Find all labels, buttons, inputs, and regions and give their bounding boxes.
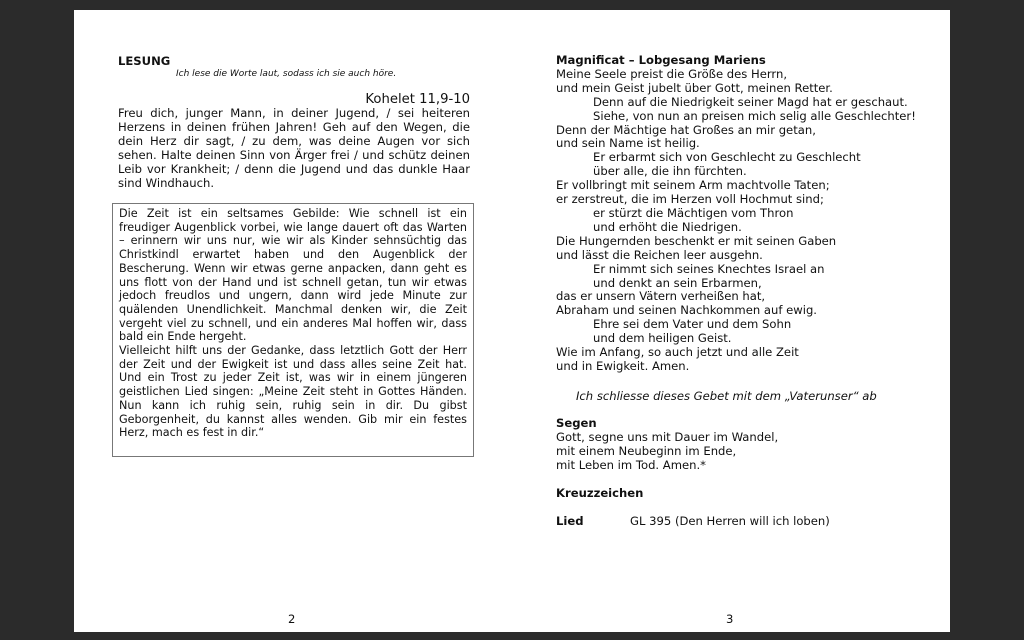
reflection-paragraph-2: Vielleicht hilft uns der Gedanke, dass letztlich Gott der Herr der Zeit und der Ewigkeit ist und dass alles seine Zeit hat. Und ein Trost zu jeder Zeit ist, was wir in einem jüngeren geistlichen Lied singen: „Meine Zeit steht in Gottes Händen. Nun kann ich ruhig sein, ruhig sein in dir. Du gibst Geborgenheit, du kannst alles wenden. Gib mir ein festes Herz, mach es fest in dir.“ bbox=[119, 344, 467, 440]
lied-row bbox=[556, 514, 830, 528]
magnificat-line: Die Hungernden beschenkt er mit seinen Gaben bbox=[556, 233, 837, 248]
segen-line: Gott, segne uns mit Dauer im Wandel, bbox=[556, 429, 779, 444]
magnificat-line: über alle, die ihn fürchten. bbox=[593, 164, 747, 179]
magnificat-line: und mein Geist jubelt über Gott, meinen Retter. bbox=[556, 80, 833, 95]
magnificat-line: Siehe, von nun an preisen mich selig alle Geschlechter! bbox=[593, 108, 916, 123]
magnificat-line: er zerstreut, die im Herzen voll Hochmut sind; bbox=[556, 192, 824, 207]
magnificat-line: Wie im Anfang, so auch jetzt und alle Zeit bbox=[556, 345, 799, 360]
magnificat-line: und erhöht die Niedrigen. bbox=[593, 219, 742, 234]
segen-line: mit Leben im Tod. Amen.* bbox=[556, 457, 706, 472]
page-number-left: 2 bbox=[288, 612, 296, 626]
lied-title: GL 395 (Den Herren will ich loben) bbox=[630, 514, 830, 528]
kreuzzeichen-heading: Kreuzzeichen bbox=[556, 486, 644, 500]
magnificat-line: und lässt die Reichen leer ausgehn. bbox=[556, 247, 763, 262]
segen-line: mit einem Neubeginn im Ende, bbox=[556, 443, 737, 458]
page-number-right: 3 bbox=[726, 612, 734, 626]
magnificat-line: und dem heiligen Geist. bbox=[593, 331, 732, 346]
magnificat-line: Abraham und seinen Nachkommen auf ewig. bbox=[556, 303, 817, 318]
magnificat-line: Denn der Mächtige hat Großes an mir getan, bbox=[556, 122, 816, 137]
magnificat-line: Er vollbringt mit seinem Arm machtvolle Taten; bbox=[556, 178, 830, 193]
prayer-instruction: Ich schliesse dieses Gebet mit dem „Vaterunser“ ab bbox=[576, 389, 877, 403]
lesung-heading: LESUNG bbox=[118, 54, 171, 68]
magnificat-line: er stürzt die Mächtigen vom Thron bbox=[593, 205, 794, 220]
scripture-reference: Kohelet 11,9-10 bbox=[365, 92, 470, 107]
magnificat-line: Ehre sei dem Vater und dem Sohn bbox=[593, 317, 792, 332]
reading-text: Freu dich, junger Mann, in deiner Jugend, / sei heiteren Herzens in deinen frühen Jahren! Geh auf den Wegen, die dein Herz dir sagt, / zu dem, was deine Augen vor sich sehen. Halte deinen Sinn von Ärger frei / und schütz deinen Leib vor Krankheit; / denn die Jugend und das dunkle Haar sind Windhauch. bbox=[118, 106, 470, 190]
magnificat-heading: Magnificat – Lobgesang Mariens bbox=[556, 53, 766, 67]
magnificat-line: Meine Seele preist die Größe des Herrn, bbox=[556, 66, 788, 81]
magnificat-line: und in Ewigkeit. Amen. bbox=[556, 358, 690, 373]
reflection-paragraph-1: Die Zeit ist ein seltsames Gebilde: Wie schnell ist ein freudiger Augenblick vorbei, wie lange dauert oft das Warten – erinnern wir uns nur, wie wir als Kinder sehnsüchtig das Christkindl erwartet haben und den Augenblick der Bescherung. Wenn wir etwas gerne anpacken, dann geht es uns flott von der Hand und ist schnell getan, tun wir etwas jedoch freudlos und ungern, dann wird jede Minute zur quälenden Unendlichkeit. Manchmal denken wir, die Zeit vergeht viel zu schnell, und ein anderes Mal hoffen wir, dass bald ein Ende hergeht. bbox=[119, 207, 467, 344]
magnificat-line: Er erbarmt sich von Geschlecht zu Geschlecht bbox=[593, 150, 861, 165]
magnificat-line: und denkt an sein Erbarmen, bbox=[593, 275, 762, 290]
magnificat-text bbox=[556, 68, 916, 374]
magnificat-line: Denn auf die Niedrigkeit seiner Magd hat er geschaut. bbox=[593, 94, 908, 109]
document-spread bbox=[74, 10, 950, 632]
magnificat-line: und sein Name ist heilig. bbox=[556, 136, 700, 151]
segen-section bbox=[556, 417, 916, 473]
lied-label: Lied bbox=[556, 514, 584, 528]
magnificat-section bbox=[556, 54, 916, 374]
reflection-box bbox=[112, 203, 474, 457]
segen-heading: Segen bbox=[556, 416, 597, 430]
magnificat-line: Er nimmt sich seines Knechtes Israel an bbox=[593, 261, 825, 276]
magnificat-line: das er unsern Vätern verheißen hat, bbox=[556, 289, 766, 304]
lesung-instruction: Ich lese die Worte laut, sodass ich sie auch höre. bbox=[176, 69, 397, 79]
